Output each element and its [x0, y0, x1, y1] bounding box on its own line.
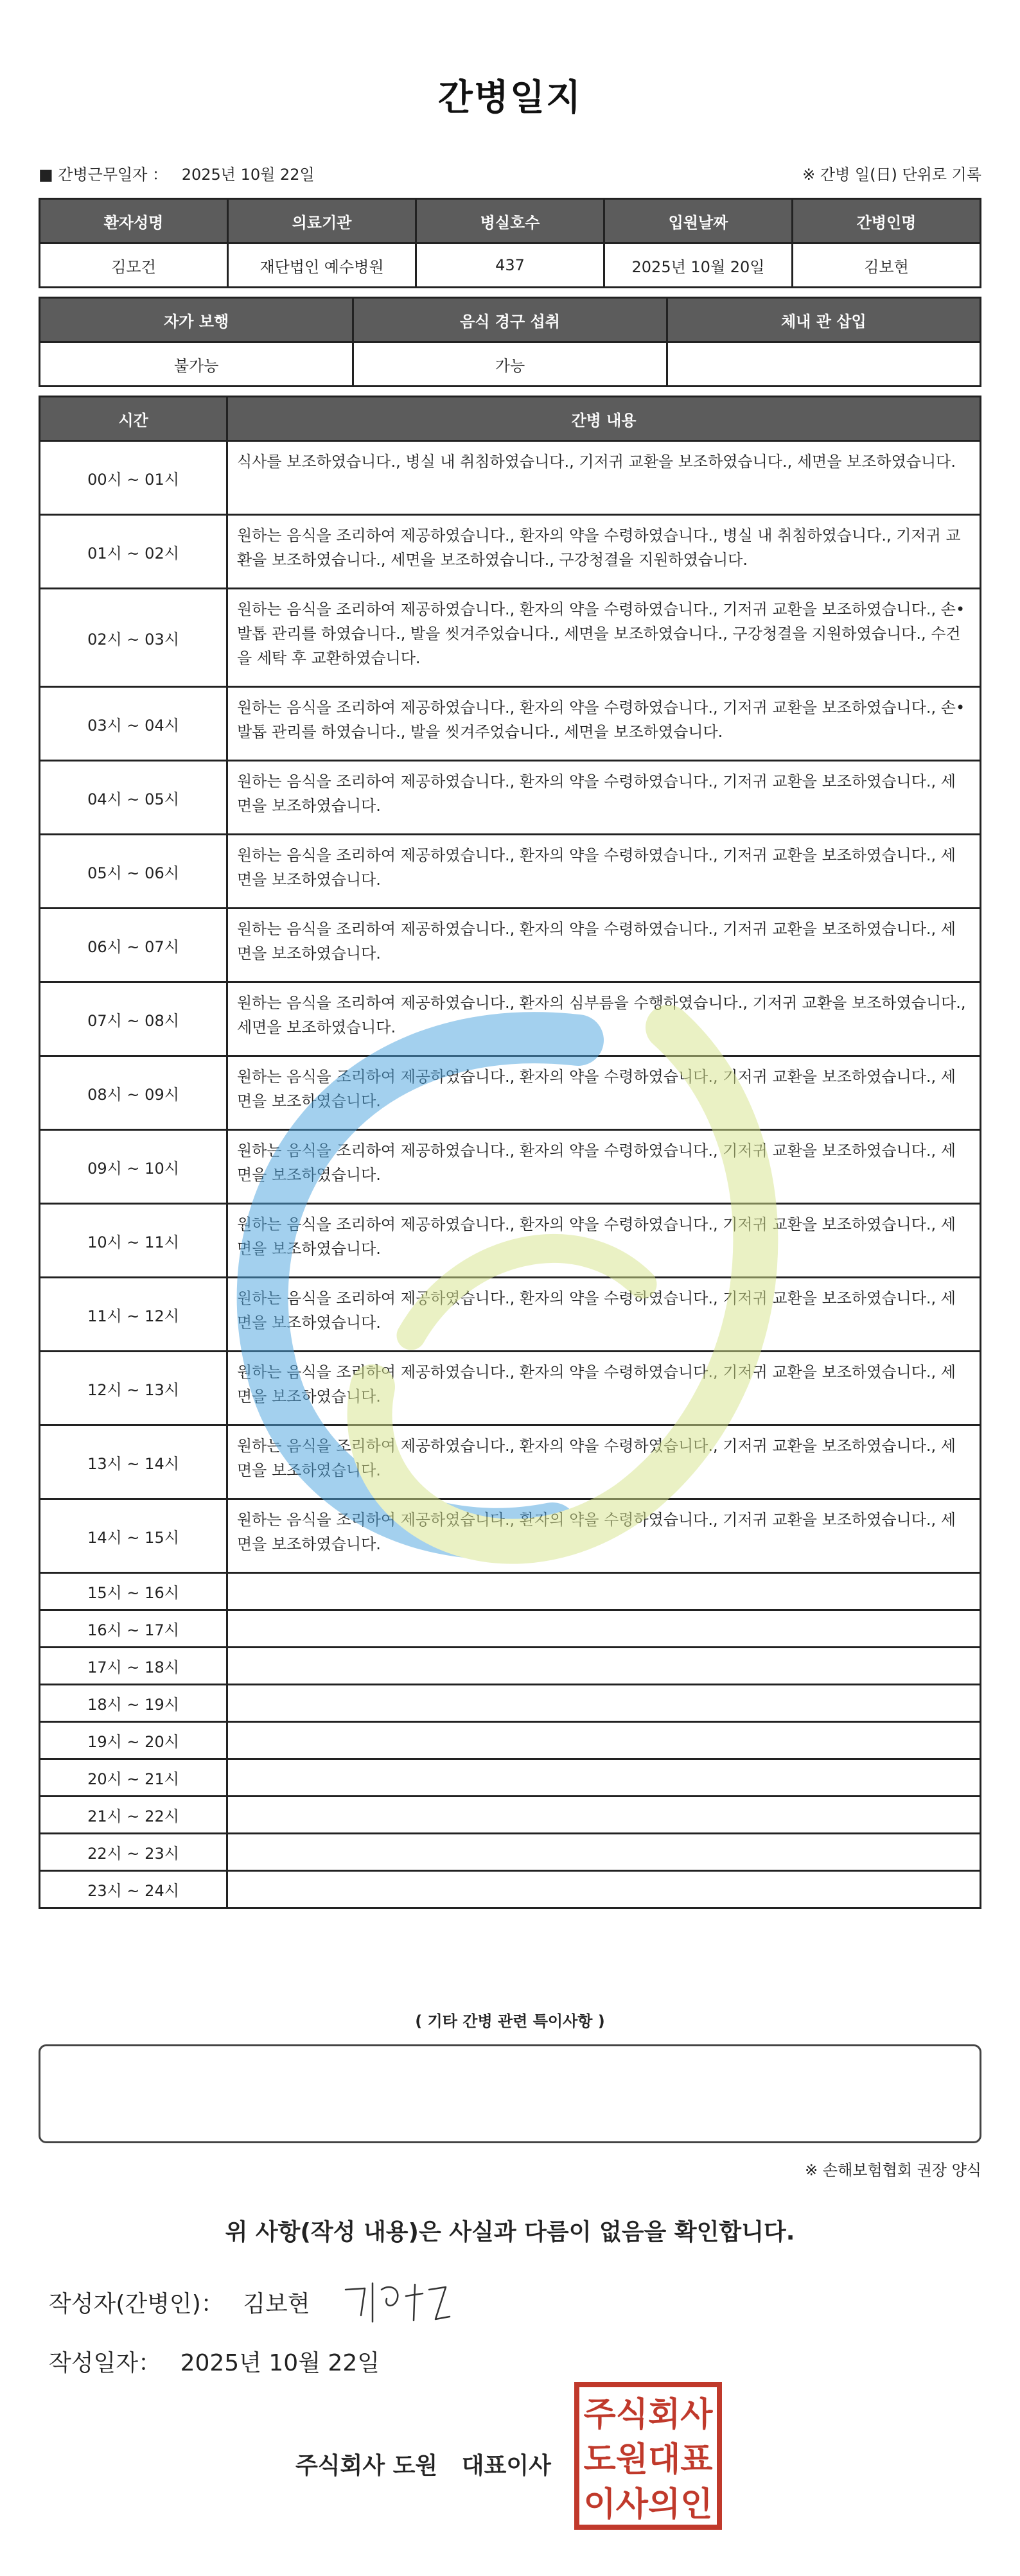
company-name: 주식회사 도원 대표이사 — [295, 2453, 551, 2479]
table-row — [40, 687, 981, 761]
table-row — [40, 1648, 981, 1685]
care-log-table — [39, 396, 981, 1909]
signature — [339, 2270, 455, 2328]
work-date-value: 2025년 10월 22일 — [181, 166, 315, 184]
content-cell: 원하는 음식을 조리하여 제공하였습니다., 환자의 약을 수령하였습니다., 기저귀 교환을 보조하였습니다., 세면을 보조하였습니다. — [227, 1130, 981, 1204]
time-cell: 12시 ~ 13시 — [40, 1352, 227, 1425]
content-cell: 원하는 음식을 조리하여 제공하였습니다., 환자의 심부름을 수행하였습니다., 기저귀 교환을 보조하였습니다., 세면을 보조하였습니다. — [227, 982, 981, 1056]
tube-insertion-header: 체내 관 삽입 — [667, 298, 980, 342]
date-value: 2025년 10월 22일 — [180, 2350, 380, 2376]
content-cell — [227, 1648, 981, 1685]
time-cell: 04시 ~ 05시 — [40, 761, 227, 835]
work-date — [39, 162, 315, 184]
status-table — [39, 297, 981, 387]
table-row — [40, 1685, 981, 1722]
table-row — [40, 1130, 981, 1204]
document-title: 간병일지 — [437, 77, 583, 119]
table-row — [40, 982, 981, 1056]
time-cell: 03시 ~ 04시 — [40, 687, 227, 761]
admission-date: 2025년 10월 20일 — [604, 243, 793, 288]
seal-line-1: 주식회사 — [583, 2396, 713, 2434]
caregiver-name: 김보현 — [793, 243, 981, 288]
table-row — [40, 1278, 981, 1352]
patient-name-header: 환자성명 — [40, 199, 228, 243]
room-number: 437 — [416, 243, 604, 288]
content-cell — [227, 1573, 981, 1610]
time-cell: 16시 ~ 17시 — [40, 1610, 227, 1648]
content-header: 간병 내용 — [227, 397, 981, 441]
time-cell: 18시 ~ 19시 — [40, 1685, 227, 1722]
self-walk-value: 불가능 — [40, 342, 353, 387]
company-seal — [573, 2381, 723, 2531]
date-label: 작성일자： — [49, 2350, 162, 2376]
content-cell: 원하는 음식을 조리하여 제공하였습니다., 환자의 약을 수령하였습니다., 기저귀 교환을 보조하였습니다., 세면을 보조하였습니다. — [227, 1352, 981, 1425]
table-row — [40, 1871, 981, 1908]
content-cell: 원하는 음식을 조리하여 제공하였습니다., 환자의 약을 수령하였습니다., 기저귀 교환을 보조하였습니다., 세면을 보조하였습니다. — [227, 835, 981, 909]
admission-date-header: 입원날짜 — [604, 199, 793, 243]
content-cell — [227, 1834, 981, 1871]
time-cell: 01시 ~ 02시 — [40, 515, 227, 589]
time-cell: 22시 ~ 23시 — [40, 1834, 227, 1871]
content-cell: 원하는 음식을 조리하여 제공하였습니다., 환자의 약을 수령하였습니다., 기저귀 교환을 보조하였습니다., 손•발톱 관리를 하였습니다., 발을 씻겨주었습니다., 세면을 보조하였습니다. — [227, 687, 981, 761]
table-row — [40, 1610, 981, 1648]
content-cell — [227, 1871, 981, 1908]
notes-box — [39, 2044, 981, 2143]
confirmation-text: 위 사항(작성 내용)은 사실과 다름이 없음을 확인합니다. — [225, 2219, 795, 2245]
time-cell: 17시 ~ 18시 — [40, 1648, 227, 1685]
writer-name: 김보현 — [243, 2291, 310, 2317]
table-row — [40, 761, 981, 835]
content-cell: 식사를 보조하였습니다., 병실 내 취침하였습니다., 기저귀 교환을 보조하였습니다., 세면을 보조하였습니다. — [227, 441, 981, 515]
meta-row — [39, 162, 981, 187]
table-row — [40, 909, 981, 982]
table-row — [40, 515, 981, 589]
content-cell — [227, 1610, 981, 1648]
table-row — [40, 1834, 981, 1871]
content-cell — [227, 1759, 981, 1797]
oral-intake-header: 음식 경구 섭취 — [353, 298, 667, 342]
table-row — [40, 1499, 981, 1573]
table-row — [40, 835, 981, 909]
oral-intake-value: 가능 — [353, 342, 667, 387]
content-cell: 원하는 음식을 조리하여 제공하였습니다., 환자의 약을 수령하였습니다., 기저귀 교환을 보조하였습니다., 손•발톱 관리를 하였습니다., 발을 씻겨주었습니다., 세면을 보조하였습니다., 구강청결을 지원하였습니다., 수건을 세탁 후 교환하였습니다. — [227, 589, 981, 687]
time-cell: 00시 ~ 01시 — [40, 441, 227, 515]
unit-note: ※ 간병 일(日) 단위로 기록 — [802, 166, 981, 184]
writer-label: 작성자(간병인)： — [49, 2291, 224, 2317]
table-row — [40, 1425, 981, 1499]
time-cell: 21시 ~ 22시 — [40, 1797, 227, 1834]
table-row — [40, 1204, 981, 1278]
table-row — [40, 589, 981, 687]
table-row — [40, 441, 981, 515]
content-cell: 원하는 음식을 조리하여 제공하였습니다., 환자의 약을 수령하였습니다., 기저귀 교환을 보조하였습니다., 세면을 보조하였습니다. — [227, 909, 981, 982]
time-cell: 20시 ~ 21시 — [40, 1759, 227, 1797]
seal-line-3: 이사의인 — [583, 2485, 713, 2524]
self-walk-header: 자가 보행 — [40, 298, 353, 342]
time-cell: 09시 ~ 10시 — [40, 1130, 227, 1204]
content-cell: 원하는 음식을 조리하여 제공하였습니다., 환자의 약을 수령하였습니다., 기저귀 교환을 보조하였습니다., 세면을 보조하였습니다. — [227, 1425, 981, 1499]
content-cell: 원하는 음식을 조리하여 제공하였습니다., 환자의 약을 수령하였습니다., 기저귀 교환을 보조하였습니다., 세면을 보조하였습니다. — [227, 1204, 981, 1278]
room-header: 병실호수 — [416, 199, 604, 243]
time-cell: 15시 ~ 16시 — [40, 1573, 227, 1610]
table-row — [40, 1759, 981, 1797]
recommend-note: ※ 손해보험협회 권장 양식 — [805, 2161, 981, 2179]
hospital-name: 재단법인 예수병원 — [228, 243, 416, 288]
notes-title: ( 기타 간병 관련 특이사항 ) — [415, 2012, 605, 2030]
time-cell: 23시 ~ 24시 — [40, 1871, 227, 1908]
time-cell: 11시 ~ 12시 — [40, 1278, 227, 1352]
tube-insertion-value — [667, 342, 980, 387]
time-cell: 06시 ~ 07시 — [40, 909, 227, 982]
seal-line-2: 도원대표 — [583, 2441, 713, 2479]
content-cell: 원하는 음식을 조리하여 제공하였습니다., 환자의 약을 수령하였습니다., 병실 내 취침하였습니다., 기저귀 교환을 보조하였습니다., 세면을 보조하였습니다., 구강청결을 지원하였습니다. — [227, 515, 981, 589]
table-row — [40, 1056, 981, 1130]
time-cell: 13시 ~ 14시 — [40, 1425, 227, 1499]
patient-table — [39, 198, 981, 288]
content-cell: 원하는 음식을 조리하여 제공하였습니다., 환자의 약을 수령하였습니다., 기저귀 교환을 보조하였습니다., 세면을 보조하였습니다. — [227, 761, 981, 835]
content-cell — [227, 1722, 981, 1759]
time-cell: 19시 ~ 20시 — [40, 1722, 227, 1759]
time-cell: 08시 ~ 09시 — [40, 1056, 227, 1130]
work-date-label: ■ 간병근무일자 ： — [39, 166, 168, 184]
time-cell: 14시 ~ 15시 — [40, 1499, 227, 1573]
time-cell: 02시 ~ 03시 — [40, 589, 227, 687]
time-cell: 05시 ~ 06시 — [40, 835, 227, 909]
content-cell — [227, 1797, 981, 1834]
writer-line — [49, 2286, 310, 2319]
table-row — [40, 1722, 981, 1759]
caregiver-header: 간병인명 — [793, 199, 981, 243]
content-cell: 원하는 음식을 조리하여 제공하였습니다., 환자의 약을 수령하였습니다., 기저귀 교환을 보조하였습니다., 세면을 보조하였습니다. — [227, 1499, 981, 1573]
content-cell — [227, 1685, 981, 1722]
table-row — [40, 1352, 981, 1425]
hospital-header: 의료기관 — [228, 199, 416, 243]
table-row — [40, 1573, 981, 1610]
date-line — [49, 2345, 380, 2378]
time-cell: 07시 ~ 08시 — [40, 982, 227, 1056]
patient-name: 김모건 — [40, 243, 228, 288]
table-row — [40, 1797, 981, 1834]
time-cell: 10시 ~ 11시 — [40, 1204, 227, 1278]
content-cell: 원하는 음식을 조리하여 제공하였습니다., 환자의 약을 수령하였습니다., 기저귀 교환을 보조하였습니다., 세면을 보조하였습니다. — [227, 1056, 981, 1130]
content-cell: 원하는 음식을 조리하여 제공하였습니다., 환자의 약을 수령하였습니다., 기저귀 교환을 보조하였습니다., 세면을 보조하였습니다. — [227, 1278, 981, 1352]
time-header: 시간 — [40, 397, 227, 441]
